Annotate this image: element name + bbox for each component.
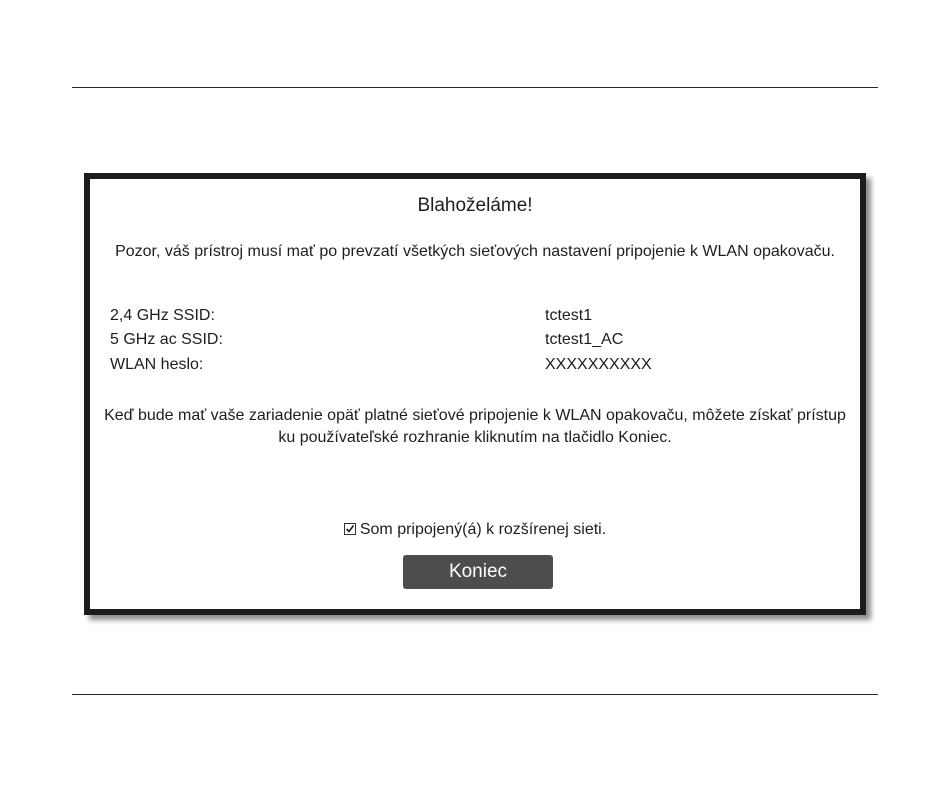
info-label: 5 GHz ac SSID:	[110, 331, 223, 348]
connected-checkbox-label: Som pripojený(á) k rozšírenej sieti.	[359, 521, 607, 538]
info-row-ssid-24	[110, 305, 840, 326]
connected-confirmation[interactable]	[90, 520, 860, 540]
connected-checkbox[interactable]	[344, 523, 356, 535]
connection-notice: Pozor, váš prístroj musí mať po prevzatí všetkých sieťových nastavení pripojenie k WLAN opakovaču.	[115, 243, 835, 260]
checkmark-icon	[345, 524, 355, 534]
finish-hint: Keď bude mať vaše zariadenie opäť platné sieťové pripojenie k WLAN opakovaču, môžete získať prístup ku používateľské rozhranie kliknutím na tlačidlo Koniec.	[104, 407, 846, 446]
finish-button[interactable]: Koniec	[403, 555, 553, 589]
info-value: tctest1_AC	[545, 331, 624, 348]
info-label: WLAN heslo:	[110, 356, 204, 373]
info-row-ssid-5	[110, 329, 840, 350]
info-value: tctest1	[545, 307, 593, 324]
info-value: XXXXXXXXXX	[545, 356, 652, 373]
setup-complete-dialog	[84, 173, 866, 615]
top-divider	[72, 87, 878, 88]
info-label: 2,4 GHz SSID:	[110, 307, 215, 324]
info-row-wlan-password	[110, 354, 840, 375]
bottom-divider	[72, 694, 878, 695]
dialog-title: Blahoželáme!	[417, 195, 533, 216]
